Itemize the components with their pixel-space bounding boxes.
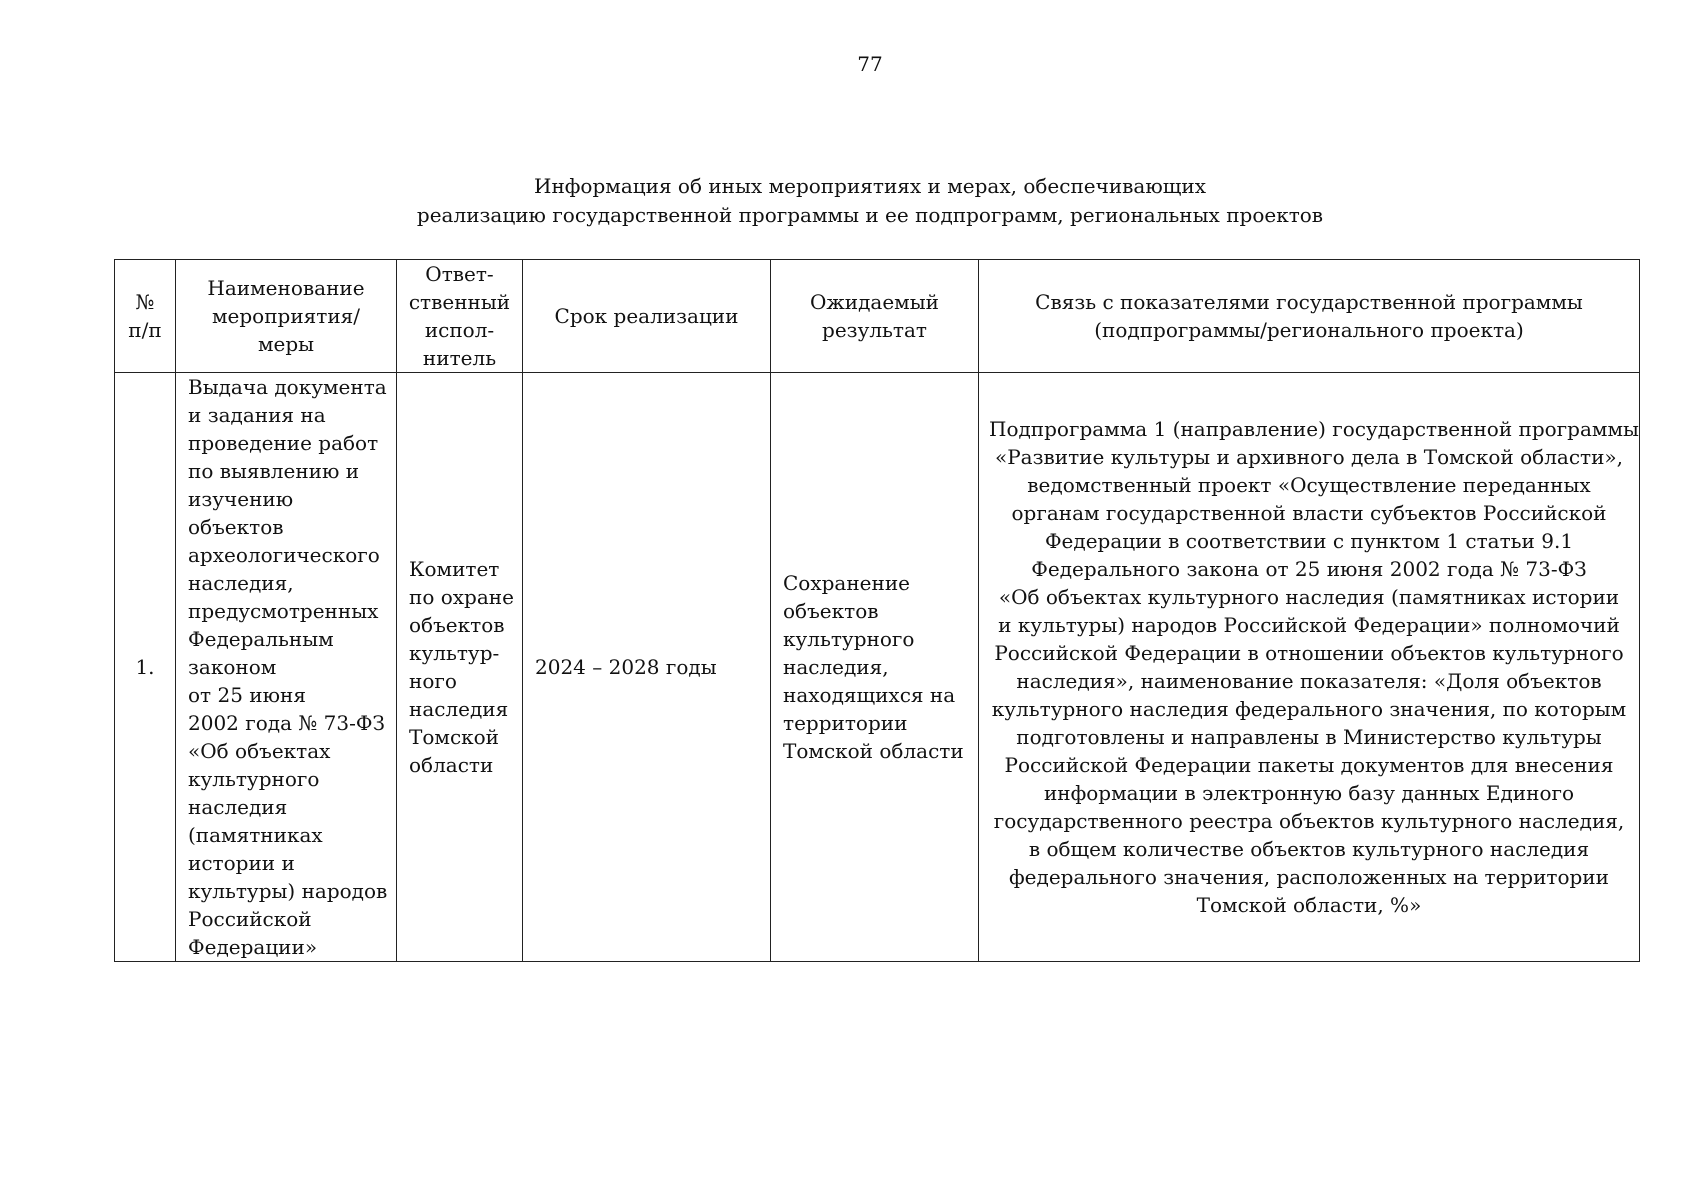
text-line: археологического [188, 543, 380, 567]
cell-measure-name [176, 373, 397, 962]
text-line: Томской [409, 725, 500, 749]
text-line: культурного [188, 767, 320, 791]
text-line: предусмотренных [188, 599, 379, 623]
page-number: 77 [857, 52, 883, 76]
text-line: Сохранение [783, 571, 911, 595]
text-line: наследия, [188, 571, 294, 595]
text-line: 2002 года № 73-ФЗ [188, 711, 385, 735]
text-line: федерального значения, расположенных на территории [1009, 865, 1609, 889]
text-line: (памятниках [188, 823, 323, 847]
table-row [115, 373, 1640, 962]
text-line: области [409, 753, 494, 777]
text-line: культуры) народов [188, 879, 388, 903]
text-line: Томской области [783, 739, 964, 763]
text-line: Российской Федерации в отношении объектов культурного [994, 641, 1624, 665]
text-line: ведомственный проект «Осуществление переданных [1027, 473, 1591, 497]
text-line: и культуры) народов Российской Федерации» полномочий [998, 613, 1620, 637]
text-line: наследия», наименование показателя: «Доля объектов [1016, 669, 1602, 693]
text-line: наследия, [783, 655, 889, 679]
header-name: Наименование мероприятия/меры [176, 260, 397, 373]
document-title-line-1: Информация об иных мероприятиях и мерах, обеспечивающих [534, 174, 1206, 198]
text-line: Комитет [409, 557, 500, 581]
text-line: объектов [188, 515, 284, 539]
header-number: № п/п [115, 260, 176, 373]
text-line: территории [783, 711, 908, 735]
header-link: Связь с показателями государственной программы (подпрограммы/регионального проекта) [979, 260, 1640, 373]
text-line: Томской области, %» [1196, 893, 1422, 917]
text-line: «Развитие культуры и архивного дела в Томской области», [994, 445, 1624, 469]
text-line: Федерации в соответствии с пунктом 1 статьи 9.1 [1044, 529, 1574, 553]
text-line: объектов [409, 613, 505, 637]
table-header-row [115, 260, 1640, 373]
text-line: Подпрограмма 1 (направление) государственной программы [989, 417, 1639, 441]
text-line: наследия [409, 697, 509, 721]
text-line: истории и [188, 851, 295, 875]
text-line: по охране [409, 585, 514, 609]
document-title-line-2: реализацию государственной программы и ее подпрограмм, региональных проектов [416, 203, 1324, 227]
cell-expected-result [771, 373, 979, 962]
text-line: Выдача документа [188, 375, 387, 399]
header-result: Ожидаемый результат [771, 260, 979, 373]
text-line: от 25 июня [188, 683, 306, 707]
text-line: Федерации» [188, 935, 318, 959]
text-line: «Об объектах культурного наследия (памятниках истории [998, 585, 1620, 609]
cell-term: 2024 – 2028 годы [523, 373, 771, 962]
text-line: государственного реестра объектов культурного наследия, [993, 809, 1625, 833]
text-line: «Об объектах [188, 739, 331, 763]
document-title [0, 172, 1698, 230]
cell-executor [397, 373, 523, 962]
text-line: изучению [188, 487, 294, 511]
text-line: культурного [783, 627, 915, 651]
text-line: информации в электронную базу данных Единого [1043, 781, 1575, 805]
text-line: в общем количестве объектов культурного наследия [1028, 837, 1590, 861]
header-term: Срок реализации [523, 260, 771, 373]
header-executor: Ответ- ственный испол- нитель [397, 260, 523, 373]
text-line: и задания на [188, 403, 326, 427]
text-line: культур- [409, 641, 500, 665]
text-line: находящихся на [783, 683, 956, 707]
cell-number: 1. [115, 373, 176, 962]
measures-table [114, 259, 1640, 962]
text-line: ного [409, 669, 457, 693]
text-line: Российской [188, 907, 312, 931]
text-line: по выявлению и [188, 459, 360, 483]
text-line: законом [188, 655, 277, 679]
cell-indicator-link [979, 373, 1640, 962]
text-line: проведение работ [188, 431, 379, 455]
text-line: органам государственной власти субъектов Российской [1011, 501, 1607, 525]
text-line: Российской Федерации пакеты документов для внесения [1004, 753, 1614, 777]
text-line: Федеральным [188, 627, 334, 651]
text-line: объектов [783, 599, 879, 623]
text-line: Федерального закона от 25 июня 2002 года № 73-ФЗ [1031, 557, 1587, 581]
text-line: наследия [188, 795, 288, 819]
text-line: подготовлены и направлены в Министерство культуры [1016, 725, 1602, 749]
text-line: культурного наследия федерального значения, по которым [991, 697, 1627, 721]
